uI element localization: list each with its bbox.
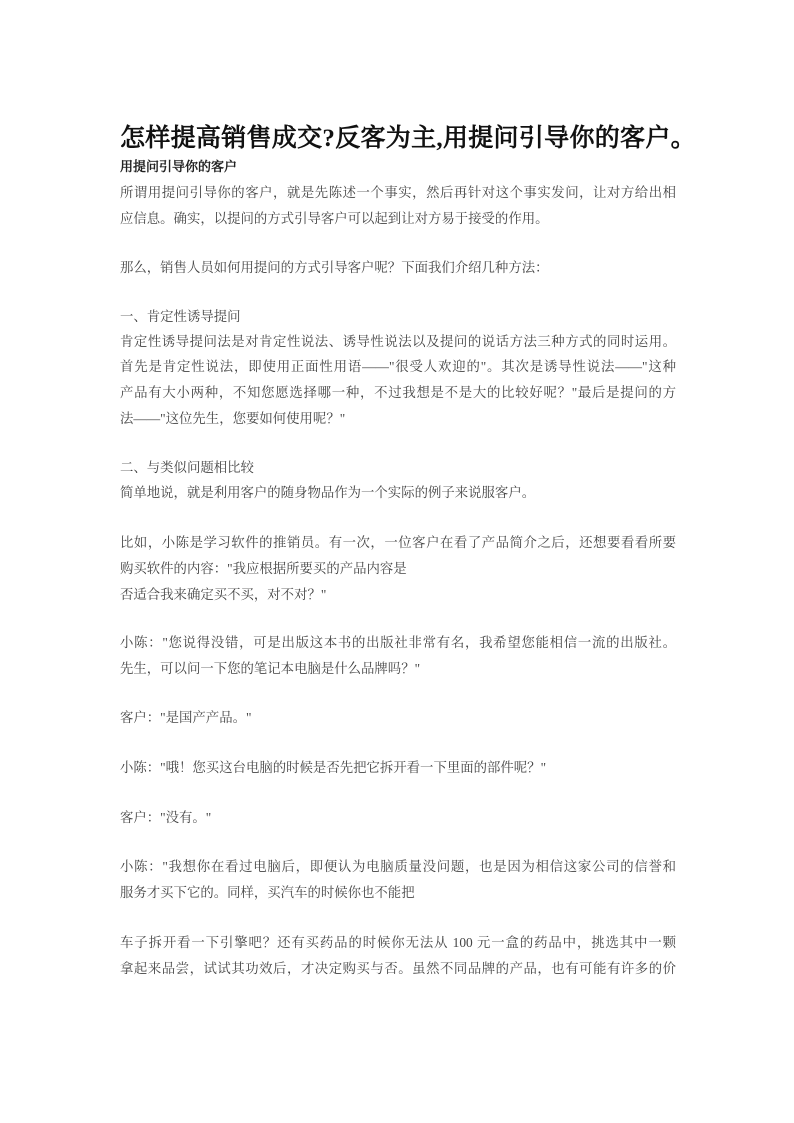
paragraph-line: 首先是肯定性说法，即使用正面性用语——"很受人欢迎的"。其次是诱导性说法——"这种 xyxy=(120,359,676,374)
paragraph-line: 小陈："哦！您买这台电脑的时候是否先把它拆开看一下里面的部件呢？" xyxy=(120,760,547,775)
paragraph-line: 客户："是国产产品。" xyxy=(120,710,252,725)
paragraph-line: 肯定性诱导提问法是对肯定性说法、诱导性说法以及提问的说话方法三种方式的同时运用。 xyxy=(120,334,676,349)
paragraph-line: 小陈："您说得没错，可是出版这本书的出版社非常有名，我希望您能相信一流的出版社。 xyxy=(120,635,676,650)
paragraph-line: 所谓用提问引导你的客户，就是先陈述一个事实，然后再针对这个事实发问，让对方给出相 xyxy=(120,185,676,200)
document-title: 怎样提高销售成交?反客为主,用提问引导你的客户。 xyxy=(120,125,696,152)
paragraph-line: 那么，销售人员如何用提问的方式引导客户呢？下面我们介绍几种方法： xyxy=(120,260,549,275)
paragraph-line: 购买软件的内容："我应根据所要买的产品内容是 xyxy=(120,561,407,576)
paragraph-line: 拿起来品尝，试试其功效后，才决定购买与否。虽然不同品牌的产品，也有可能有许多的价 xyxy=(120,961,676,976)
paragraph-line: 客户："没有。" xyxy=(120,810,212,825)
paragraph-line: 否适合我来确定买不买，对不对？" xyxy=(120,587,327,602)
section-heading: 二、与类似问题相比较 xyxy=(120,460,254,475)
section-heading: 一、肯定性诱导提问 xyxy=(120,309,241,324)
paragraph-line: 先生，可以问一下您的笔记本电脑是什么品牌吗？" xyxy=(120,661,421,676)
paragraph-line: 法——"这位先生，您要如何使用呢？" xyxy=(120,411,346,426)
paragraph-line: 应信息。确实，以提问的方式引导客户可以起到让对方易于接受的作用。 xyxy=(120,211,549,226)
paragraph-line: 简单地说，就是利用客户的随身物品作为一个实际的例子来说服客户。 xyxy=(120,485,536,500)
paragraph-line: 产品有大小两种，不知您愿选择哪一种，不过我想是不是大的比较好呢？"最后是提问的方 xyxy=(120,385,676,400)
paragraph-line: 服务才买下它的。同样，买汽车的时候你也不能把 xyxy=(120,885,415,900)
section-subtitle: 用提问引导你的客户 xyxy=(120,159,238,174)
paragraph-line: 比如，小陈是学习软件的推销员。有一次，一位客户在看了产品简介之后，还想要看看所要 xyxy=(120,535,676,550)
paragraph-line: 车子拆开看一下引擎吧？还有买药品的时候你无法从 100 元一盒的药品中，挑选其中一颗 xyxy=(120,935,676,950)
paragraph-line: 小陈："我想你在看过电脑后，即便认为电脑质量没问题，也是因为相信这家公司的信誉和 xyxy=(120,859,676,874)
